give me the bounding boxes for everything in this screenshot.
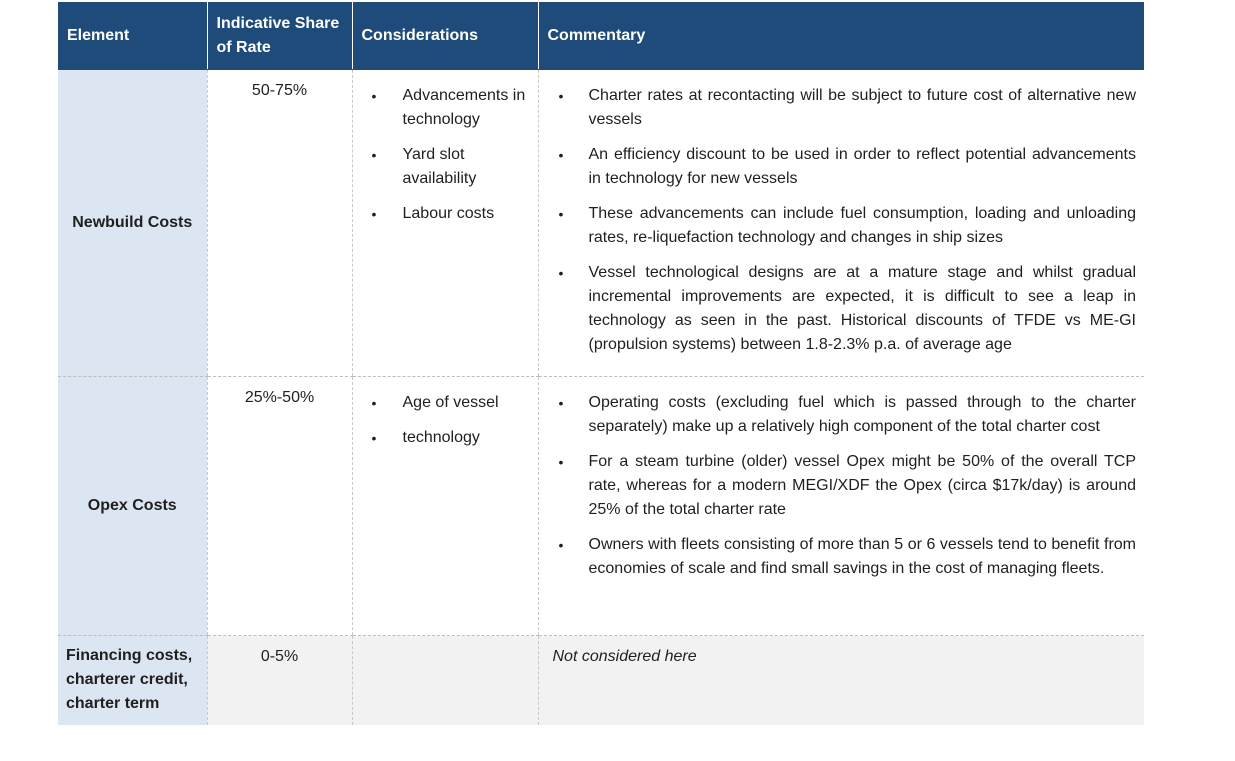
- bullet-icon: •: [371, 395, 377, 411]
- bullet-icon: •: [371, 430, 377, 446]
- list-item: • For a steam turbine (older) vessel Opex might be 50% of the overall TCP rate, whereas for a modern MEGI/XDF the Opex (circa $17k/day) is around 25% of the total charter rate: [539, 450, 1137, 522]
- row-element: Financing costs, charterer credit, charter term: [58, 636, 207, 725]
- table-row: [58, 70, 1144, 377]
- bullet-icon: •: [558, 265, 564, 281]
- list-item: • Yard slot availability: [353, 143, 528, 191]
- bullet-icon: •: [558, 454, 564, 470]
- row-element: Opex Costs: [58, 377, 207, 636]
- row-commentary: [538, 70, 1144, 377]
- list-item: • Vessel technological designs are at a mature stage and whilst gradual incremental improvements are expected, it is difficult to see a leap in technology as seen in the past. Historical discounts of TFDE vs ME-GI (propulsion systems) between 1.8-2.3% p.a. of average age: [539, 261, 1137, 357]
- bullet-icon: •: [371, 147, 377, 163]
- commentary-note: Not considered here: [552, 648, 697, 665]
- row-element: Newbuild Costs: [58, 70, 207, 377]
- row-considerations: [352, 636, 538, 725]
- header-considerations: Considerations: [352, 2, 538, 70]
- header-share: Indicative Share of Rate: [207, 2, 352, 70]
- row-commentary: [538, 636, 1144, 725]
- bullet-icon: •: [558, 206, 564, 222]
- row-commentary: [538, 377, 1144, 636]
- list-item: • technology: [353, 426, 528, 450]
- bullet-icon: •: [371, 206, 377, 222]
- list-item: • Operating costs (excluding fuel which is passed through to the charter separately) make up a relatively high component of the total charter cost: [539, 391, 1137, 439]
- list-item: • Labour costs: [353, 202, 528, 226]
- list-item: • Age of vessel: [353, 391, 528, 415]
- list-item: • An efficiency discount to be used in order to reflect potential advancements in technology for new vessels: [539, 143, 1137, 191]
- list-item: • Advancements in technology: [353, 84, 528, 132]
- header-row: [58, 2, 1144, 70]
- bullet-icon: •: [371, 88, 377, 104]
- list-item: • Owners with fleets consisting of more than 5 or 6 vessels tend to benefit from economies of scale and find small savings in the cost of managing fleets.: [539, 533, 1137, 581]
- bullet-icon: •: [558, 147, 564, 163]
- table-row: [58, 636, 1144, 725]
- bullet-icon: •: [558, 537, 564, 553]
- bullet-icon: •: [558, 88, 564, 104]
- row-considerations: [352, 377, 538, 636]
- row-considerations: [352, 70, 538, 377]
- row-share: 50-75%: [207, 70, 352, 377]
- row-share: 0-5%: [207, 636, 352, 725]
- bullet-icon: •: [558, 395, 564, 411]
- row-share: 25%-50%: [207, 377, 352, 636]
- header-element: Element: [58, 2, 207, 70]
- header-commentary: Commentary: [538, 2, 1144, 70]
- cost-elements-table: [58, 2, 1144, 725]
- list-item: • These advancements can include fuel consumption, loading and unloading rates, re-liquefaction technology and changes in ship sizes: [539, 202, 1137, 250]
- table-row: [58, 377, 1144, 636]
- list-item: • Charter rates at recontacting will be subject to future cost of alternative new vessels: [539, 84, 1137, 132]
